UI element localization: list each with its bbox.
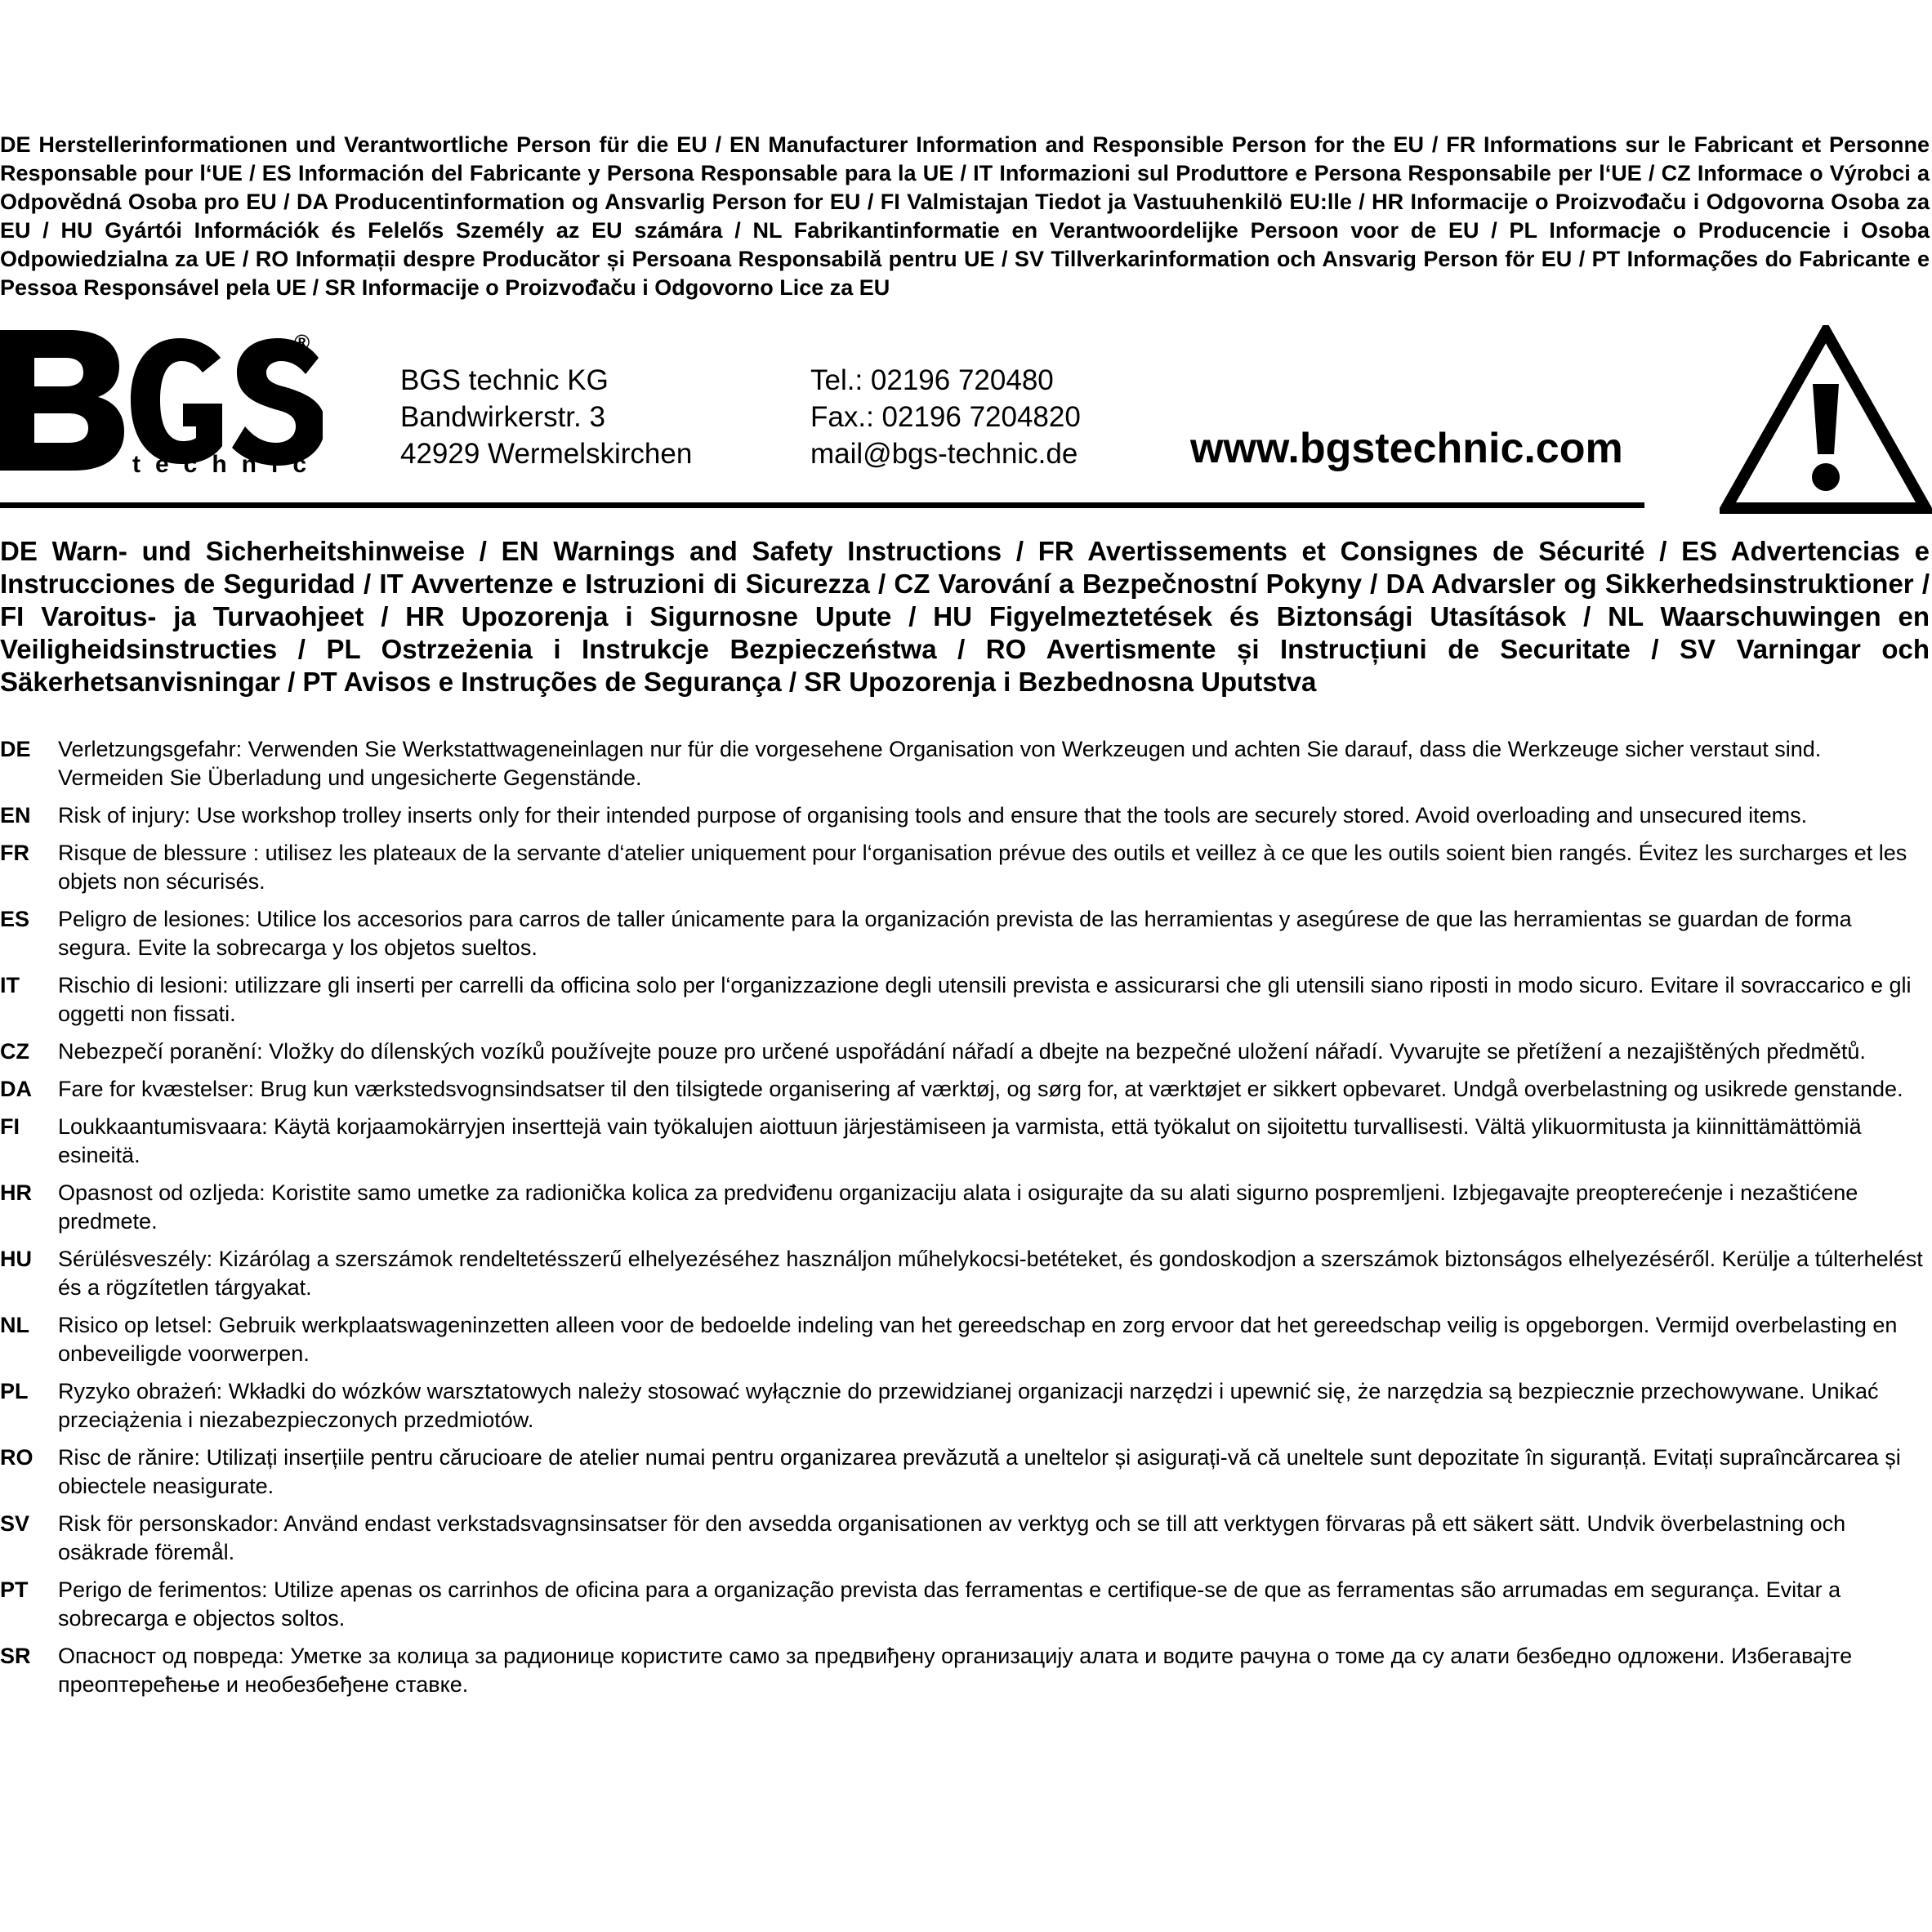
language-code: RO	[0, 1445, 33, 1470]
language-code: DE	[0, 737, 31, 761]
warning-triangle-icon	[1720, 325, 1932, 515]
instruction-nl	[0, 1311, 1930, 1368]
instruction-text: Fare for kvæstelser: Brug kun værkstedsvognsindsatser til den tilsigtede organisering af værktøj, og sørg for, at værktøjet er sikkert opbevaret. Undgå overbelastning og usikrede genstande.	[58, 1077, 1903, 1101]
instruction-pl	[0, 1377, 1930, 1434]
instruction-text: Risico op letsel: Gebruik werkplaatswageninzetten alleen voor de bedoelde indeling van het gereedschap en zorg ervoor dat het gereedschap veilig is opgeborgen. Vermijd overbelasting en onbeveiligde voorwerpen.	[58, 1313, 1898, 1366]
company-address	[400, 362, 692, 472]
company-street: Bandwirkerstr. 3	[400, 401, 605, 433]
language-code: CZ	[0, 1039, 29, 1064]
instruction-text: Rischio di lesioni: utilizzare gli inserti per carrelli da officina solo per l‘organizzazione degli utensili prevista e assicurarsi che gli utensili siano riposti in modo sicuro. Evitare il sovraccarico e gli oggetti non fissati.	[58, 973, 1912, 1026]
safety-heading: DE Warn- und Sicherheitshinweise / EN Warnings and Safety Instructions / FR Avertissements et Consignes de Sécurité / ES Advertencias e Instrucciones de Seguridad / IT Avvertenze e Istruzioni di Sicurezza / CZ Varování a Bezpečnostní Pokyny / DA Advarsler og Sikkerhedsinstruktioner / FI Varoitus- ja Turvaohjeet / HR Upozorenja i Sigurnosne Upute / HU Figyelmeztetések és Biztonsági Utasítások / NL Waarschuwingen en Veiligheidsinstructies / PL Ostrzeżenia i Instrukcje Bezpieczeństwa / RO Avertismente și Instrucțiuni de Securitate / SV Varningar och Säkerhetsanvisningar / PT Avisos e Instruções de Segurança / SR Upozorenja i Bezbednosna Uputstva	[0, 536, 1930, 697]
instruction-en	[0, 801, 1930, 830]
language-code: HR	[0, 1180, 32, 1205]
instruction-ro	[0, 1443, 1930, 1501]
instruction-text: Ryzyko obrażeń: Wkładki do wózków warsztatowych należy stosować wyłącznie do przewidzianej organizacji narzędzi i upewnić się, że narzędzia są bezpiecznie przechowywane. Unikać przeciążenia i niezabezpieczonych przedmiotów.	[58, 1379, 1879, 1432]
instruction-fr	[0, 839, 1930, 896]
instruction-text: Risk of injury: Use workshop trolley inserts only for their intended purpose of organising tools and ensure that the tools are securely stored. Avoid overloading and unsecured items.	[58, 803, 1808, 828]
instruction-pt	[0, 1576, 1930, 1633]
language-code: NL	[0, 1313, 29, 1337]
instruction-hu	[0, 1245, 1930, 1302]
logo-technic-text: technic	[132, 451, 322, 476]
language-code: PT	[0, 1577, 29, 1602]
contact-tel: Tel.: 02196 720480	[810, 364, 1054, 396]
company-name: BGS technic KG	[400, 364, 609, 396]
manufacturer-heading: DE Herstellerinformationen und Verantwortliche Person für die EU / EN Manufacturer Information and Responsible Person for the EU / FR Informations sur le Fabricant et Personne Responsable pour l‘UE / ES Información del Fabricante y Persona Responsable para la UE / IT Informazioni sul Produttore e Persona Responsabile per l‘UE / CZ Informace o Výrobci a Odpovědná Osoba pro EU / DA Producentinformation og Ansvarlig Person for EU / FI Valmistajan Tiedot ja Vastuuhenkilö EU:lle / HR Informacije o Proizvođaču i Odgovorna Osoba za EU / HU Gyártói Információk és Felelős Személy az EU számára / NL Fabrikantinformatie en Verantwoordelijke Persoon voor de EU / PL Informacje o Producencie i Osoba Odpowiedzialna za UE / RO Informații despre Producător și Persoana Responsabilă pentru UE / SV Tillverkarinformation och Ansvarig Person för EU / PT Informações do Fabricante e Pessoa Responsável pela UE / SR Informacije o Proizvođaču i Odgovorno Lice za EU	[0, 132, 1930, 300]
language-code: EN	[0, 803, 31, 828]
language-code: FI	[0, 1114, 20, 1139]
bgs-technic-logo	[0, 325, 323, 476]
instruction-text: Opasnost od ozljeda: Koristite samo umetke za radionička kolica za predviđenu organizaciju alata i osigurajte da su alati sigurno pospremljeni. Izbjegavajte preopterećenje i nezaštićene predmete.	[58, 1180, 1858, 1234]
instruction-de	[0, 735, 1930, 792]
instruction-text: Verletzungsgefahr: Verwenden Sie Werkstattwageneinlagen nur für die vorgesehene Organisation von Werkzeugen und achten Sie darauf, dass die Werkzeuge sicher verstaut sind. Vermeiden Sie Überladung und ungesicherte Gegenstände.	[58, 737, 1822, 790]
language-code: PL	[0, 1379, 29, 1403]
company-contact	[810, 362, 1081, 472]
instruction-text: Sérülésveszély: Kizárólag a szerszámok rendeltetésszerű elhelyezéséhez használjon műhelykocsi-betéteket, és gondoskodjon a szerszámok biztonságos elhelyezéséről. Kerülje a túlterhelést és a rögzítetlen tárgyakat.	[58, 1247, 1923, 1300]
safety-instructions-list	[0, 735, 1930, 1708]
instruction-sv	[0, 1510, 1930, 1567]
instruction-fi	[0, 1113, 1930, 1170]
language-code: FR	[0, 841, 29, 865]
instruction-text: Risk för personskador: Använd endast verkstadsvagnsinsatser för den avsedda organisationen av verktyg och se till att verktygen förvaras på ett säkert sätt. Undvik överbelastning och osäkrade föremål.	[58, 1511, 1846, 1564]
instruction-sr	[0, 1642, 1930, 1699]
language-code: SR	[0, 1644, 31, 1668]
instruction-it	[0, 971, 1930, 1028]
instruction-hr	[0, 1179, 1930, 1236]
company-city: 42929 Wermelskirchen	[400, 438, 693, 470]
instruction-text: Nebezpečí poranění: Vložky do dílenských vozíků používejte pouze pro určené uspořádání nářadí a dbejte na bezpečné uložení nářadí. Vyvarujte se přetížení a nezajištěných předmětů.	[58, 1039, 1866, 1064]
language-code: HU	[0, 1247, 32, 1271]
contact-fax: Fax.: 02196 7204820	[810, 401, 1081, 433]
language-code: ES	[0, 907, 30, 931]
instruction-text: Peligro de lesiones: Utilice los accesorios para carros de taller únicamente para la organización prevista de las herramientas y asegúrese de que las herramientas se guardan de forma segura. Evite la sobrecarga y los objetos sueltos.	[58, 907, 1852, 960]
website-link[interactable]: www.bgstechnic.com	[1190, 425, 1623, 472]
instruction-text: Loukkaantumisvaara: Käytä korjaamokärryjen inserttejä vain työkalujen aiottuun järjestämiseen ja varmista, että työkalut on sijoitettu turvallisesti. Vältä ylikuormitusta ja kiinnittämättömiä esineitä.	[58, 1114, 1862, 1167]
instruction-text: Perigo de ferimentos: Utilize apenas os carrinhos de oficina para a organização prevista das ferramentas e certifique-se de que as ferramentas são arrumadas em segurança. Evitar a sobrecarga e objectos soltos.	[58, 1577, 1841, 1631]
instruction-da	[0, 1075, 1930, 1104]
instruction-text: Risc de rănire: Utilizați inserțiile pentru cărucioare de atelier numai pentru organizarea prevăzută a uneltelor și asigurați-vă că uneltele sunt depozitate în siguranță. Evitați supraîncărcarea și obiectele neasigurate.	[58, 1445, 1901, 1498]
language-code: SV	[0, 1511, 30, 1536]
instruction-text: Risque de blessure : utilisez les plateaux de la servante d‘atelier uniquement pour l‘organisation prévue des outils et veillez à ce que les outils soient bien rangés. Évitez les surcharges et les objets non sécurisés.	[58, 841, 1907, 894]
instruction-text: Опасност од повреда: Уметке за колица за радионице користите само за предвиђену организацију алата и водите рачуна о томе да су алати безбедно одложени. Избегавајте преоптерећење и необезбеђене ставке.	[58, 1644, 1853, 1697]
language-code: IT	[0, 973, 20, 997]
instruction-cz	[0, 1037, 1930, 1066]
section-divider	[0, 502, 1644, 508]
registered-mark: ®	[294, 330, 310, 355]
contact-mail[interactable]: mail@bgs-technic.de	[810, 438, 1078, 470]
instruction-es	[0, 905, 1930, 962]
language-code: DA	[0, 1077, 32, 1101]
